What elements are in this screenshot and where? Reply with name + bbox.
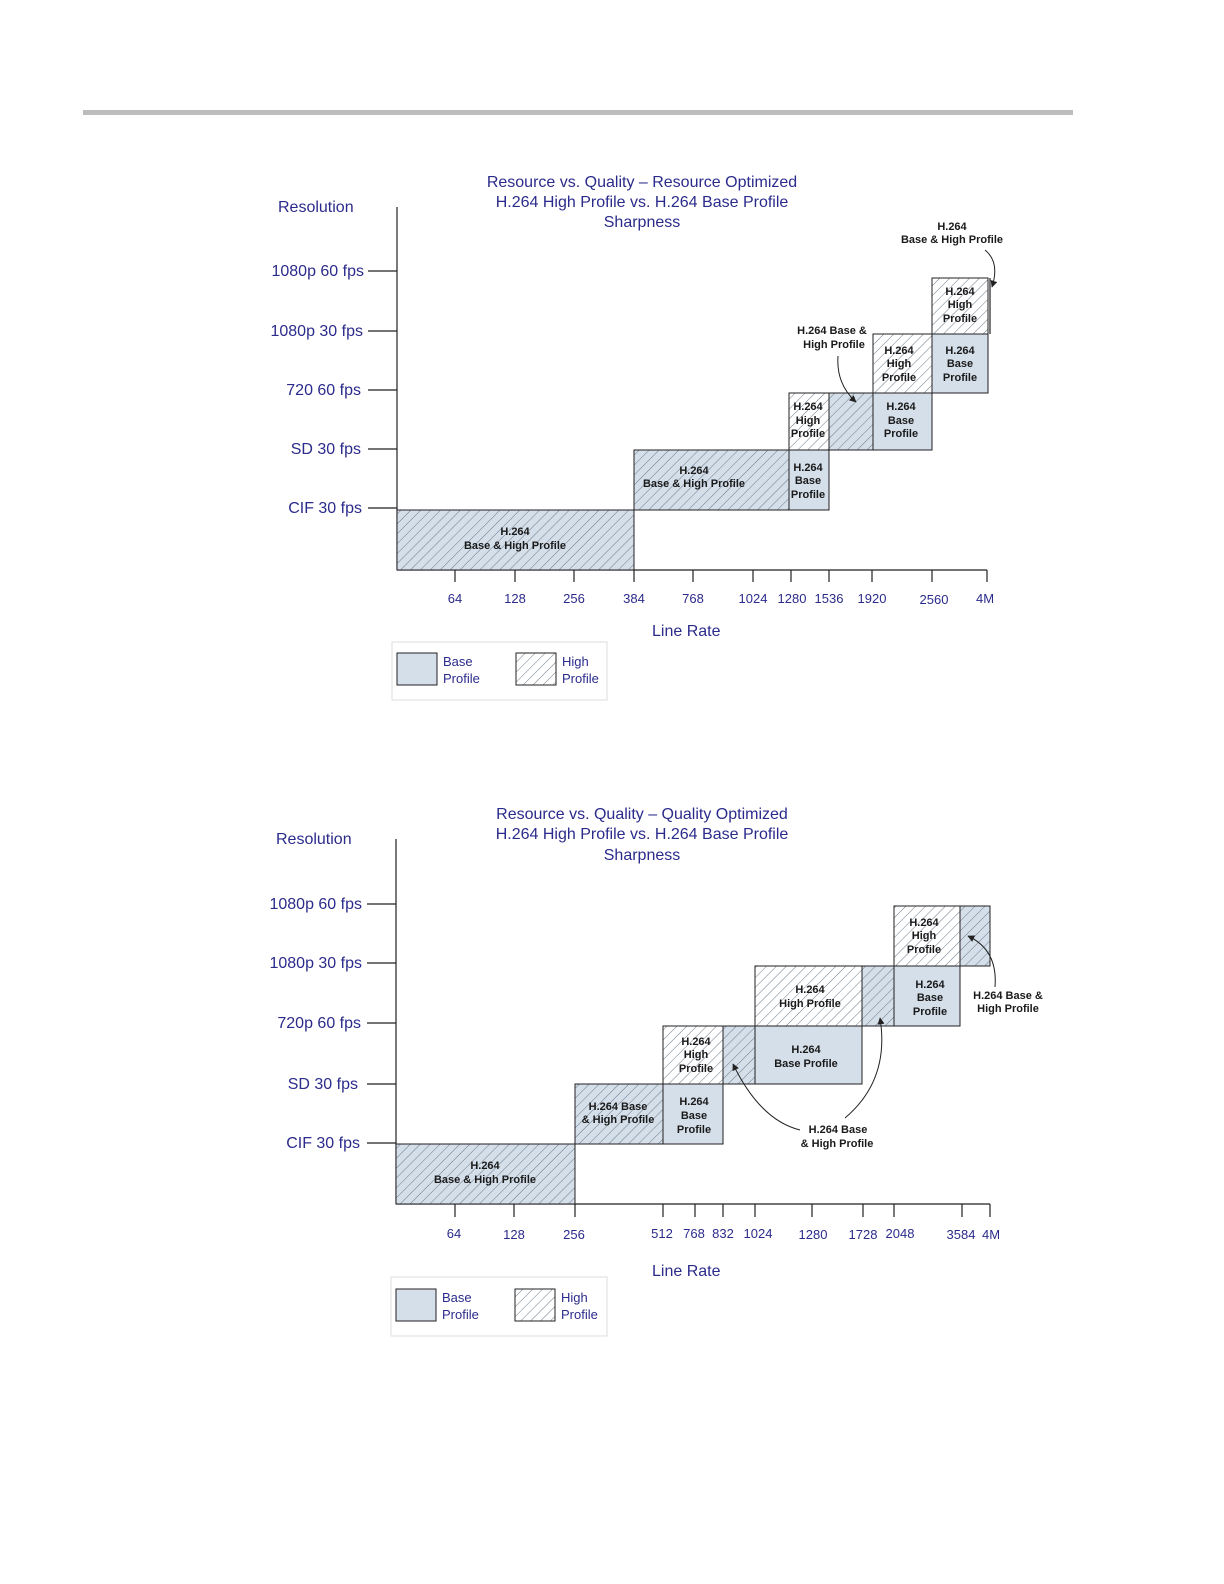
box-label: High [911,930,937,942]
box-label: Base [794,475,822,487]
x-tick-label: 1728 [848,1227,878,1242]
box-label: H.264 [679,465,709,477]
resolution-label: 720p 60 fps [277,1015,361,1032]
box-label: Profile [678,1063,714,1075]
box-label: High [683,1049,709,1061]
annotation-label: High Profile [977,1003,1039,1015]
box-label: High [947,299,973,311]
x-tick-label: 384 [623,591,645,606]
x-tick-label: 1536 [814,591,844,606]
x-tick-label: 1280 [777,591,807,606]
box-label: H.264 [679,1096,709,1108]
box-label: H.264 [884,345,914,357]
resolution-label: CIF 30 fps [288,500,362,517]
high-profile-box [755,966,862,1026]
box-label: & High Profile [581,1114,655,1126]
resolution-label: 1080p 60 fps [271,263,364,280]
annotation-label: & High Profile [800,1138,874,1150]
box-label: Base & High Profile [463,540,567,552]
legend-base-swatch [397,653,437,685]
shared-profile-box [960,906,990,966]
box-label: Base [916,992,944,1004]
chart-title-line-3: Sharpness [603,847,681,864]
x-tick-label: 3584 [946,1227,976,1242]
box-label: H.264 [945,286,975,298]
box-label: Profile [676,1124,712,1136]
x-tick-label: 64 [447,591,463,606]
x-tick-label: 128 [503,1227,525,1242]
box-label: H.264 [681,1036,711,1048]
resolution-label: 720 60 fps [286,382,361,399]
legend-base-swatch [396,1289,436,1321]
legend-high-label: High [562,654,589,669]
x-tick-label: 1920 [857,591,887,606]
x-tick-label: 256 [563,1227,585,1242]
y-axis-title: Resolution [276,831,352,848]
y-axis-title: Resolution [278,199,354,216]
box-label: H.264 [500,526,530,538]
resolution-label: 1080p 30 fps [269,955,362,972]
legend [392,642,607,700]
annotation-label: H.264 Base & [973,990,1043,1002]
box-label: H.264 [793,462,823,474]
box-label: Profile [942,313,978,325]
x-tick-label: 64 [446,1226,462,1241]
box-label: High [886,358,912,370]
x-tick-label: 2048 [885,1226,915,1241]
resolution-label: 1080p 30 fps [270,323,363,340]
page-header-rule [83,110,1073,115]
box-label: H.264 [793,401,823,413]
resolution-label: 1080p 60 fps [269,896,362,913]
box-label: Profile [790,489,826,501]
x-tick-label: 256 [563,591,585,606]
box-label: H.264 [886,401,916,413]
box-label: H.264 [795,984,825,996]
x-axis-title: Line Rate [652,1263,721,1280]
box-label: Base [680,1110,708,1122]
legend-high-label: Profile [561,1307,598,1322]
box-label: High Profile [779,998,841,1010]
annotation-label: H.264 [937,221,967,233]
resolution-label: SD 30 fps [290,441,361,458]
chart-title-line-3: Sharpness [603,214,681,231]
box-label: Base & High Profile [433,1174,537,1186]
legend-high-label: High [561,1290,588,1305]
x-tick-label: 4M [981,1227,1001,1242]
shared-profile-box [829,393,873,450]
annotation-label: High Profile [803,339,865,351]
box-label: Base Profile [774,1058,838,1070]
x-tick-group [448,570,994,607]
box-label: H.264 [791,1044,821,1056]
x-tick-label: 1280 [798,1227,828,1242]
x-tick-label: 1024 [743,1226,773,1241]
legend-base-label: Base [443,654,473,669]
x-tick-label: 512 [651,1226,673,1241]
box-label: Profile [912,1006,948,1018]
box-label: H.264 [909,917,939,929]
resolution-label: SD 30 fps [287,1076,358,1093]
box-label: Profile [942,372,978,384]
x-tick-label: 4M [975,591,995,606]
chart-title-line-1: Resource vs. Quality – Resource Optimized [486,174,798,191]
box-label: H.264 [915,979,945,991]
x-axis-title: Line Rate [652,623,721,640]
box-label: H.264 [945,345,975,357]
x-tick-label: 128 [504,591,526,606]
box-label: H.264 Base [588,1101,648,1113]
chart-title-line-2: H.264 High Profile vs. H.264 Base Profile [495,194,789,211]
resolution-label: CIF 30 fps [286,1135,360,1152]
x-tick-label: 768 [682,591,704,606]
box-label: Profile [881,372,917,384]
x-tick-label: 768 [683,1226,705,1241]
chart-title-line-2: H.264 High Profile vs. H.264 Base Profile [495,826,789,843]
box-label: Profile [883,428,919,440]
legend-high-swatch [515,1289,555,1321]
annotation-label: Base & High Profile [900,234,1004,246]
box-label: H.264 [470,1160,500,1172]
chart-title-line-1: Resource vs. Quality – Quality Optimized [496,806,788,823]
legend-base-label: Profile [443,671,480,686]
box-label: Base [946,358,974,370]
legend-base-label: Base [442,1290,472,1305]
x-tick-group [447,1204,1000,1242]
x-tick-label: 1024 [738,591,768,606]
legend [391,1277,607,1336]
box-label: Base [887,415,915,427]
box-label: Base & High Profile [642,478,746,490]
x-tick-label: 832 [712,1226,734,1241]
legend-high-swatch [516,653,556,685]
box-label: Profile [906,944,942,956]
resource-optimized-chart [0,160,1224,720]
box-label: High [795,415,821,427]
quality-optimized-chart [0,795,1224,1355]
x-tick-label: 2560 [919,592,949,607]
legend-high-label: Profile [562,671,599,686]
shared-profile-box [862,966,894,1026]
box-label: Profile [790,428,826,440]
annotation-label: H.264 Base [808,1124,868,1136]
legend-base-label: Profile [442,1307,479,1322]
annotation-label: H.264 Base & [797,325,867,337]
